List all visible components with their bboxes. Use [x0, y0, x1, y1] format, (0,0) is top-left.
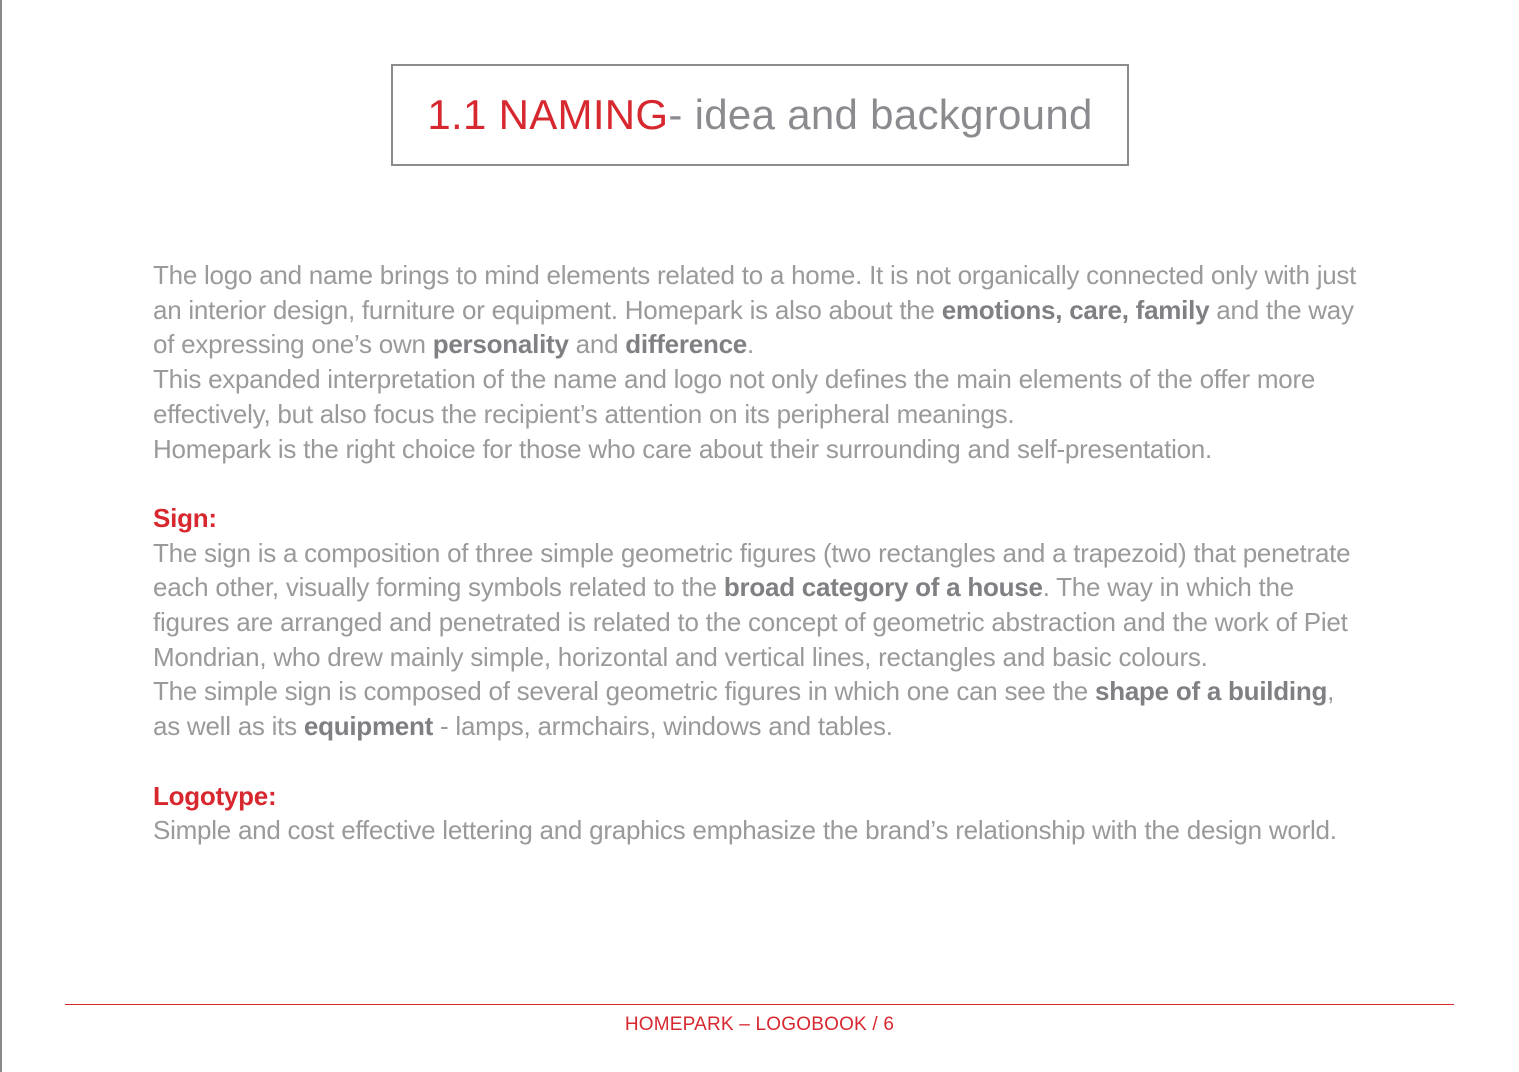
spacer — [153, 744, 1368, 779]
intro-paragraph-1 — [153, 258, 1368, 362]
page-title-box — [391, 64, 1129, 166]
body-text: The logo and name brings to mind elements related to a home. It is not organically connected only with just an interior design, furniture or equipment. Homepark is also about the — [153, 260, 1357, 325]
intro-paragraph-2: This expanded interpretation of the name and logo not only defines the main elements of the offer more effectively, but also focus the recipient’s attention on its peripheral meanings. — [153, 364, 1316, 429]
body-text: , as well as its — [153, 676, 1335, 742]
sign-heading: Sign: — [153, 502, 217, 533]
emphasis-text: shape of a building — [1094, 676, 1328, 707]
emphasis-text: equipment — [303, 711, 434, 742]
body-text: The sign is a composition of three simple geometric figures (two rectangles and a trapezoid) that penetrate each other, visually forming symbols related to the — [153, 537, 1351, 603]
main-content — [153, 258, 1368, 848]
body-text: . The way in which the figures are arranged and penetrated is related to the concept of geometric abstraction and the work of Piet Mondrian, who drew mainly simple, horizontal and vertical lines, rectangles and basic colours. — [153, 572, 1348, 672]
intro-paragraph-3: Homepark is the right choice for those who care about their surrounding and self-presentation. — [153, 433, 1212, 464]
body-text: The simple sign is composed of several geometric figures in which one can see the — [153, 676, 1095, 707]
page-left-edge — [0, 0, 2, 1072]
spacer — [153, 466, 1368, 501]
title-section-number: 1.1 NAMING — [427, 91, 669, 138]
emphasis-text: broad category of a house — [723, 572, 1043, 603]
footer-page-label: HOMEPARK – LOGOBOOK / 6 — [624, 1014, 895, 1035]
title-subtitle: - idea and background — [668, 91, 1093, 138]
sign-paragraph-2 — [153, 674, 1368, 743]
footer-divider — [65, 1004, 1454, 1005]
logotype-heading: Logotype: — [153, 780, 277, 811]
emphasis-text: emotions, care, family — [941, 294, 1210, 325]
body-text: and — [568, 329, 626, 360]
logotype-paragraph-1: Simple and cost effective lettering and graphics emphasize the brand’s relationship with the design world. — [153, 815, 1337, 846]
emphasis-text: personality — [432, 329, 569, 360]
body-text: - lamps, armchairs, windows and tables. — [433, 711, 893, 742]
emphasis-text: difference — [625, 329, 748, 360]
body-text: . — [747, 329, 754, 360]
sign-paragraph-1 — [153, 536, 1368, 675]
body-text: and the way of expressing one’s own — [153, 294, 1354, 360]
